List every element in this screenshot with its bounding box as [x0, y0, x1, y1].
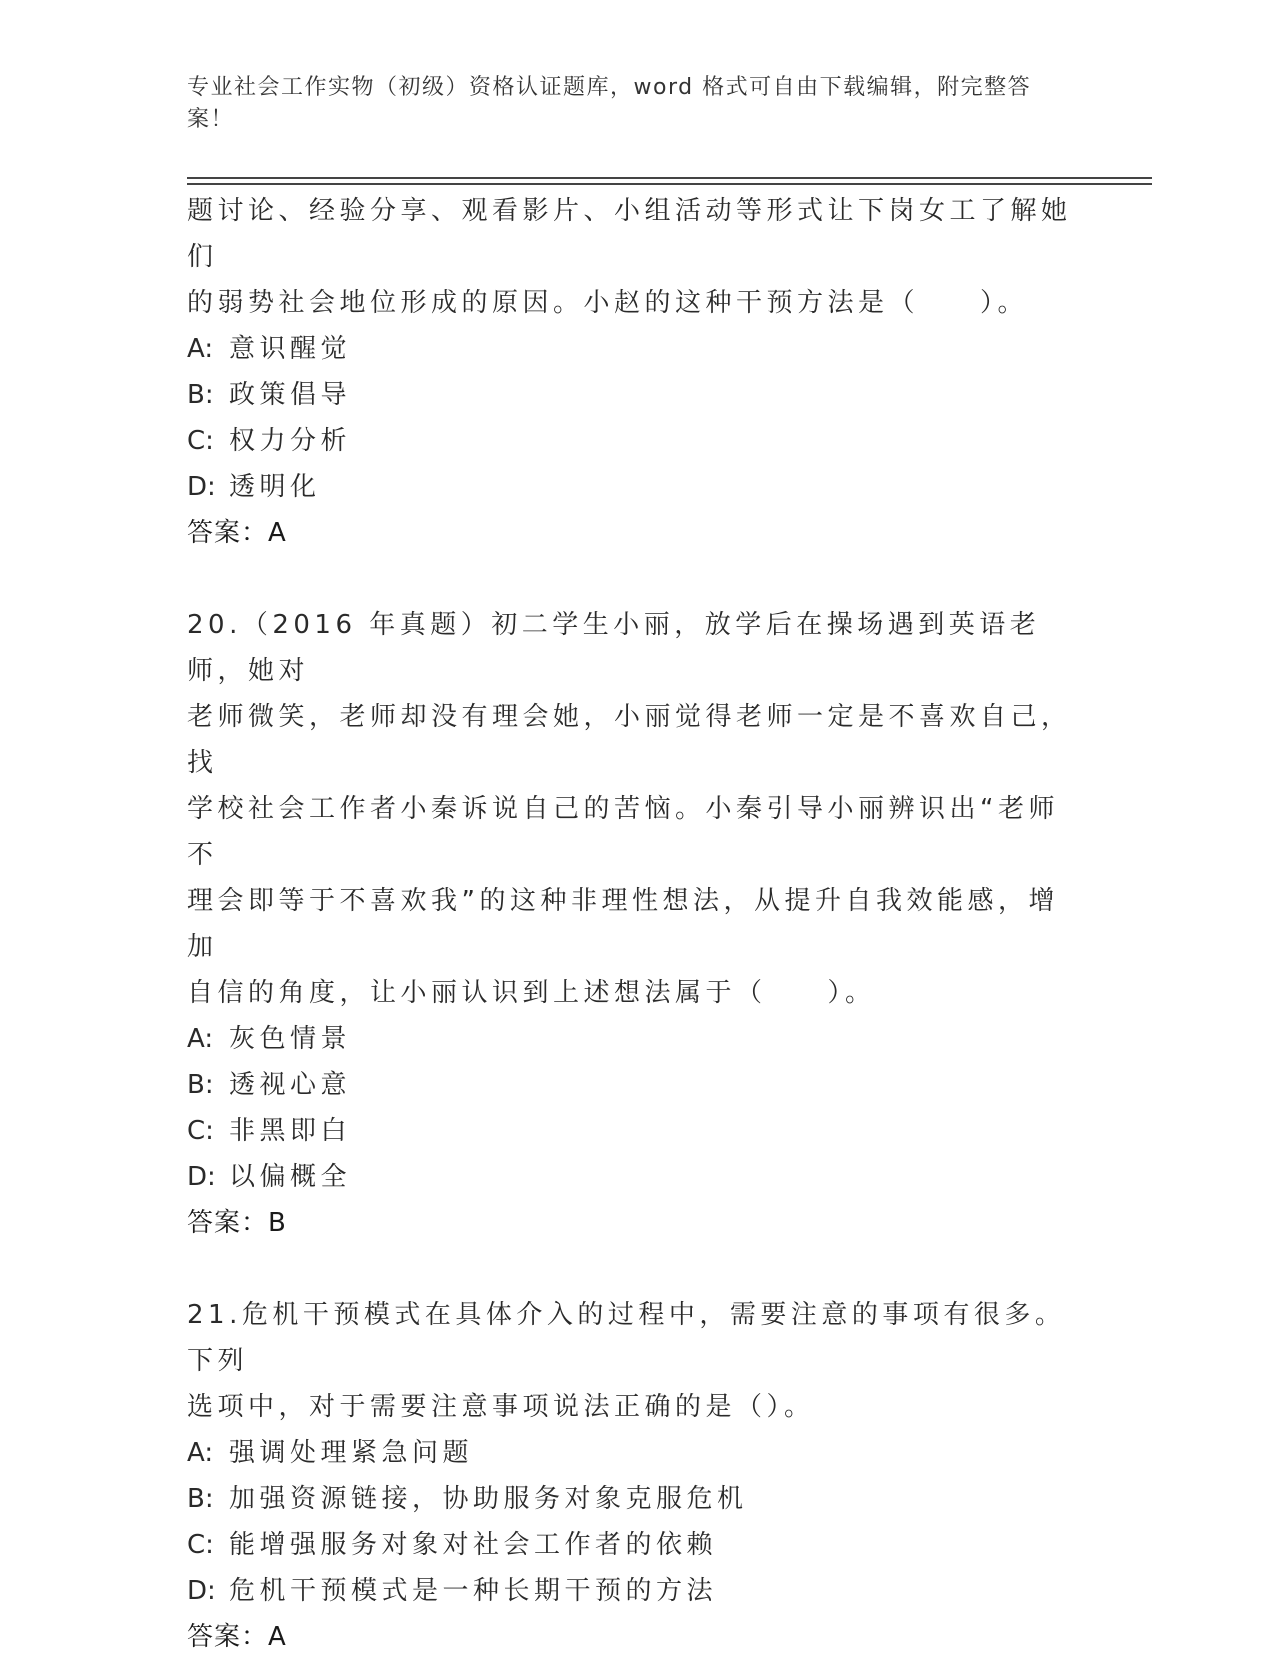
- option-text: 非黑即白: [229, 1116, 352, 1146]
- option-c: [187, 1108, 1087, 1154]
- option-key: D:: [187, 1576, 216, 1606]
- option-b: [187, 1062, 1087, 1108]
- option-key: D:: [187, 472, 216, 502]
- question-block: [187, 188, 1087, 556]
- answer-line: 答案：B: [187, 1208, 287, 1238]
- option-text: 危机干预模式是一种长期干预的方法: [229, 1576, 718, 1606]
- header-divider-bottom: [187, 183, 1152, 185]
- option-key: A:: [187, 334, 214, 364]
- question-list: [187, 188, 1087, 1660]
- option-a: [187, 326, 1087, 372]
- question-text-line: 20.（2016 年真题）初二学生小丽，放学后在操场遇到英语老师，她对: [187, 610, 1041, 686]
- option-key: D:: [187, 1162, 216, 1192]
- option-text: 透明化: [229, 472, 321, 502]
- question-text-line: 的弱势社会地位形成的原因。小赵的这种干预方法是（ ）。: [187, 288, 1029, 318]
- option-key: C:: [187, 1116, 214, 1146]
- option-d: [187, 1154, 1087, 1200]
- option-text: 政策倡导: [229, 380, 352, 410]
- option-a: [187, 1430, 1087, 1476]
- question-text-line: 题讨论、经验分享、观看影片、小组活动等形式让下岗女工了解她们: [187, 196, 1072, 272]
- answer-line: 答案：A: [187, 1622, 287, 1652]
- option-c: [187, 418, 1087, 464]
- option-a: [187, 1016, 1087, 1062]
- option-text: 灰色情景: [229, 1024, 352, 1054]
- page-header: 专业社会工作实物（初级）资格认证题库，word 格式可自由下载编辑，附完整答案！: [187, 75, 1032, 132]
- option-b: [187, 1476, 1087, 1522]
- header-divider-top: [187, 177, 1152, 179]
- option-key: B:: [187, 380, 214, 410]
- question-text-line: 自信的角度，让小丽认识到上述想法属于（ ）。: [187, 978, 876, 1008]
- question-block: [187, 602, 1087, 1246]
- question-text-line: 理会即等于不喜欢我”的这种非理性想法，从提升自我效能感，增加: [187, 886, 1059, 962]
- option-text: 透视心意: [229, 1070, 352, 1100]
- option-key: C:: [187, 426, 214, 456]
- option-text: 权力分析: [229, 426, 352, 456]
- option-text: 加强资源链接，协助服务对象克服危机: [229, 1484, 748, 1514]
- question-block: [187, 1292, 1087, 1660]
- option-key: A:: [187, 1024, 214, 1054]
- spacer: [187, 556, 1087, 602]
- answer-line: 答案：A: [187, 518, 287, 548]
- option-b: [187, 372, 1087, 418]
- question-text-line: 21.危机干预模式在具体介入的过程中，需要注意的事项有很多。下列: [187, 1300, 1066, 1376]
- option-key: B:: [187, 1484, 214, 1514]
- question-text-line: 学校社会工作者小秦诉说自己的苦恼。小秦引导小丽辨识出“老师不: [187, 794, 1059, 870]
- question-text-line: 老师微笑，老师却没有理会她，小丽觉得老师一定是不喜欢自己，找: [187, 702, 1072, 778]
- option-key: B:: [187, 1070, 214, 1100]
- question-text-line: 选项中，对于需要注意事项说法正确的是（）。: [187, 1392, 815, 1422]
- option-d: [187, 1568, 1087, 1614]
- option-d: [187, 464, 1087, 510]
- option-text: 以偏概全: [229, 1162, 352, 1192]
- option-text: 意识醒觉: [229, 334, 352, 364]
- option-c: [187, 1522, 1087, 1568]
- option-text: 强调处理紧急问题: [229, 1438, 474, 1468]
- option-key: A:: [187, 1438, 214, 1468]
- spacer: [187, 1246, 1087, 1292]
- option-key: C:: [187, 1530, 214, 1560]
- option-text: 能增强服务对象对社会工作者的依赖: [229, 1530, 718, 1560]
